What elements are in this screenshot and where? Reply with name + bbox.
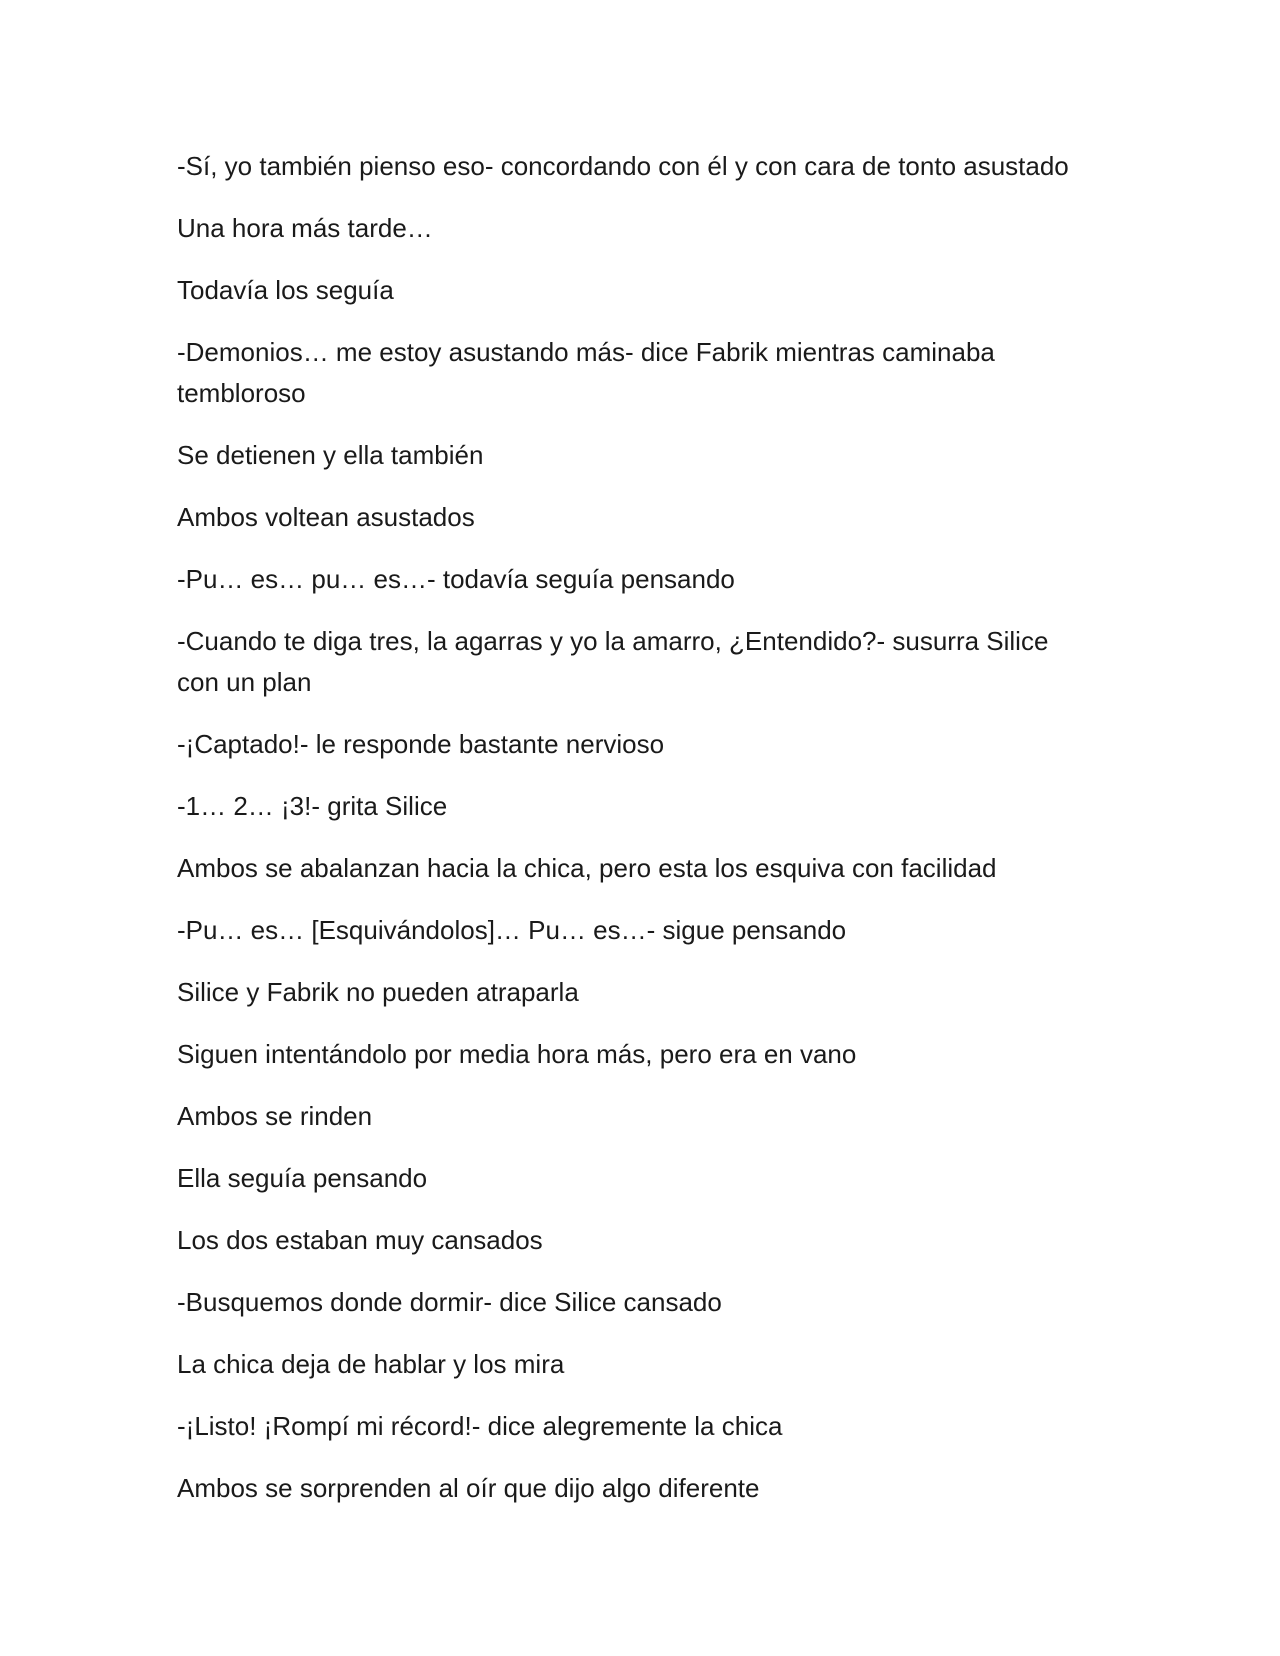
paragraph: -¡Captado!- le responde bastante nervioso (177, 729, 665, 759)
paragraph: -Busquemos donde dormir- dice Silice cansado (177, 1287, 722, 1317)
paragraph: Ambos se abalanzan hacia la chica, pero esta los esquiva con facilidad (177, 853, 997, 883)
paragraph: -1… 2… ¡3!- grita Silice (177, 791, 448, 821)
paragraph: Ella seguía pensando (177, 1163, 428, 1193)
paragraph: Ambos voltean asustados (177, 502, 475, 532)
paragraph: Los dos estaban muy cansados (177, 1225, 543, 1255)
paragraph: Todavía los seguía (177, 275, 394, 305)
paragraph: Ambos se rinden (177, 1101, 373, 1131)
document-body (177, 146, 1097, 1530)
paragraph: Se detienen y ella también (177, 440, 484, 470)
paragraph: Ambos se sorprenden al oír que dijo algo diferente (177, 1473, 760, 1503)
paragraph: -Pu… es… [Esquivándolos]… Pu… es…- sigue pensando (177, 915, 847, 945)
paragraph: -Pu… es… pu… es…- todavía seguía pensando (177, 564, 735, 594)
paragraph: -Cuando te diga tres, la agarras y yo la amarro, ¿Entendido?- susurra Silice con un plan (177, 626, 1049, 697)
paragraph: La chica deja de hablar y los mira (177, 1349, 565, 1379)
paragraph: Siguen intentándolo por media hora más, pero era en vano (177, 1039, 857, 1069)
paragraph: Una hora más tarde… (177, 213, 433, 243)
paragraph: Silice y Fabrik no pueden atraparla (177, 977, 579, 1007)
paragraph: -Demonios… me estoy asustando más- dice Fabrik mientras caminaba tembloroso (177, 337, 995, 408)
paragraph: -Sí, yo también pienso eso- concordando con él y con cara de tonto asustado (177, 151, 1069, 181)
paragraph: -¡Listo! ¡Rompí mi récord!- dice alegremente la chica (177, 1411, 783, 1441)
